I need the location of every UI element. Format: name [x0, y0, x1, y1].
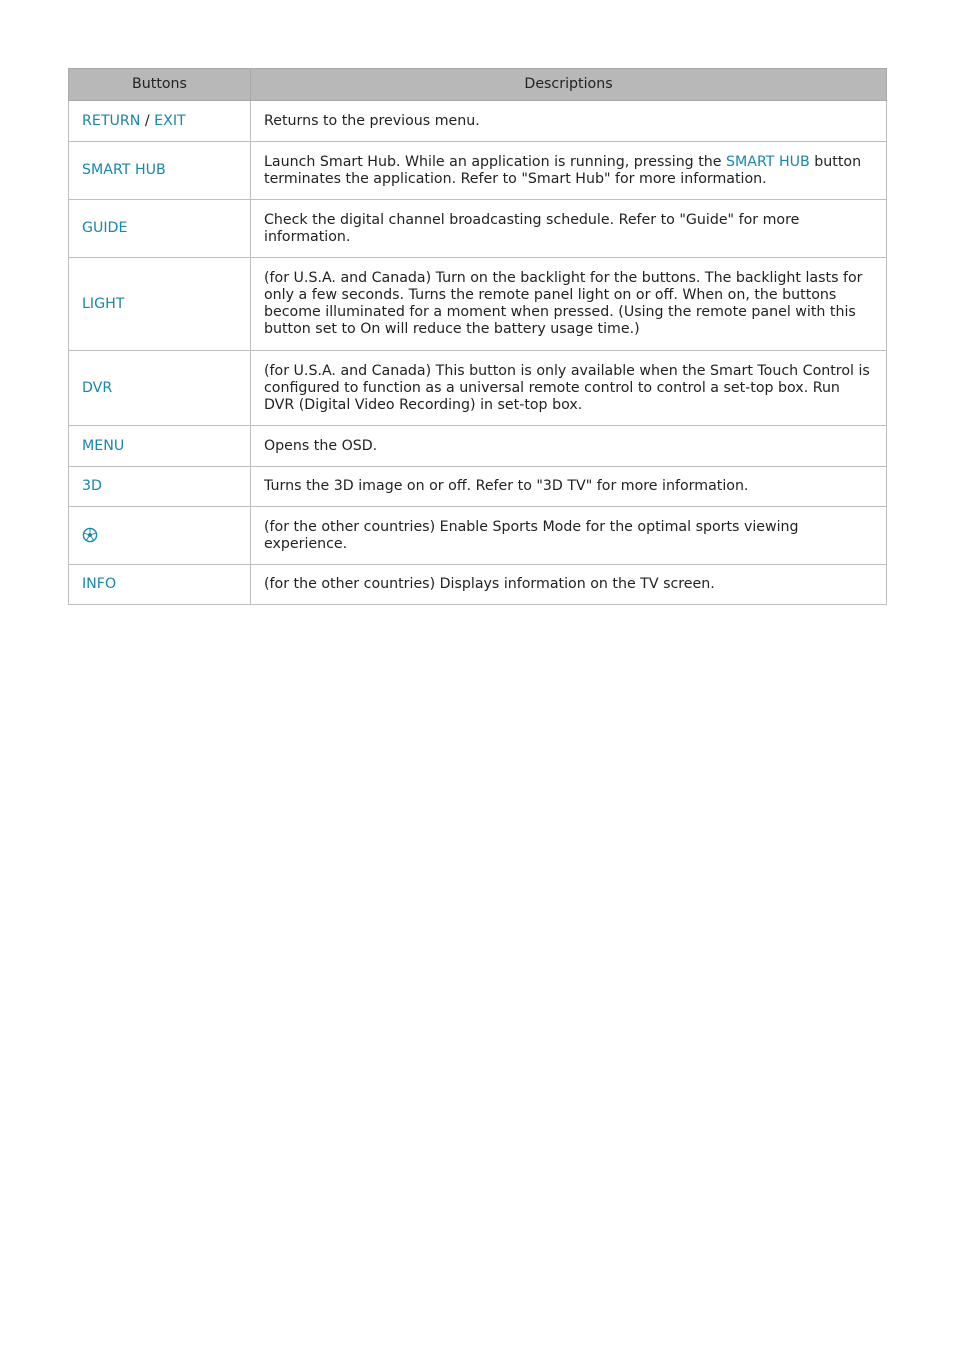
description-info: (for the other countries) Displays information on the TV screen.: [251, 565, 887, 605]
header-descriptions: Descriptions: [251, 69, 887, 101]
description-light: (for U.S.A. and Canada) Turn on the backlight for the buttons. The backlight lasts for only a few seconds. Turns the remote panel light on or off. When on, the buttons become illuminated for a moment when pressed. (Using the remote panel with this button set to On will reduce the battery usage time.): [251, 258, 887, 351]
smart-hub-button-label: SMART HUB: [69, 142, 251, 200]
description-return-exit: Returns to the previous menu.: [251, 101, 887, 142]
table-row: [69, 426, 887, 467]
description-menu: Opens the OSD.: [251, 426, 887, 467]
smart-hub-desc-keyword: SMART HUB: [726, 153, 810, 170]
table-row: [69, 351, 887, 426]
table-row: [69, 507, 887, 565]
table-row: [69, 565, 887, 605]
guide-button-label: GUIDE: [69, 200, 251, 258]
description-guide: Check the digital channel broadcasting schedule. Refer to "Guide" for more information.: [251, 200, 887, 258]
table-row: [69, 467, 887, 507]
soccer-ball-icon: [82, 527, 98, 543]
table-row: [69, 142, 887, 200]
smart-hub-desc-before: Launch Smart Hub. While an application is running, pressing the: [264, 153, 722, 170]
exit-button-label: EXIT: [154, 112, 186, 129]
button-cell-return-exit: [69, 101, 251, 142]
table-row: [69, 200, 887, 258]
three-d-button-label: 3D: [69, 467, 251, 507]
menu-button-label: MENU: [69, 426, 251, 467]
smart-hub-desc-after: button terminates the application. Refer to "Smart Hub" for more information.: [264, 153, 862, 187]
light-button-label: LIGHT: [69, 258, 251, 351]
header-buttons: Buttons: [69, 69, 251, 101]
description-sports: (for the other countries) Enable Sports Mode for the optimal sports viewing experience.: [251, 507, 887, 565]
description-smart-hub: [251, 142, 887, 200]
description-dvr: (for U.S.A. and Canada) This button is only available when the Smart Touch Control is configured to function as a universal remote control to control a set-top box. Run DVR (Digital Video Recording) in set-top box.: [251, 351, 887, 426]
buttons-table: [68, 68, 887, 605]
info-button-label: INFO: [69, 565, 251, 605]
table-row: [69, 258, 887, 351]
label-separator: /: [144, 112, 150, 129]
table-header-row: [69, 69, 887, 101]
table-row: [69, 101, 887, 142]
buttons-table-container: [68, 68, 886, 605]
return-button-label: RETURN: [82, 112, 141, 129]
description-three-d: Turns the 3D image on or off. Refer to "3D TV" for more information.: [251, 467, 887, 507]
dvr-button-label: DVR: [69, 351, 251, 426]
button-cell-sports: [69, 507, 251, 565]
